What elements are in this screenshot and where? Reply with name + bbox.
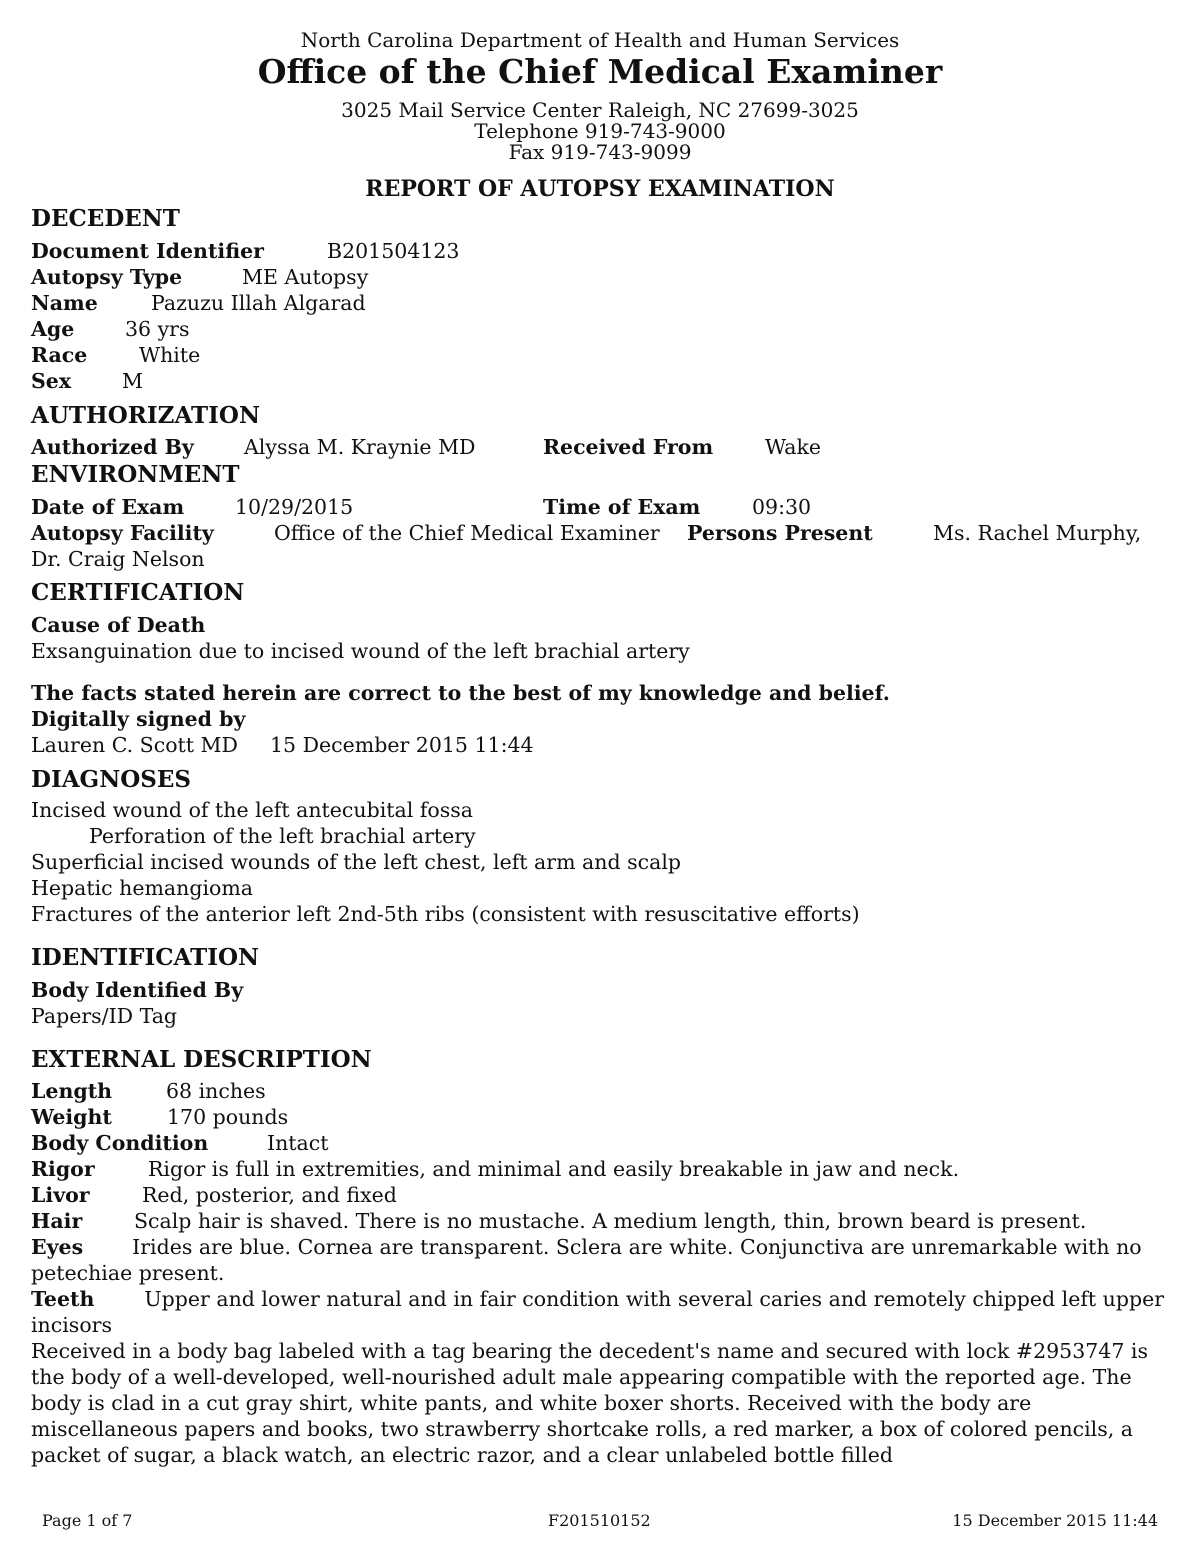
page-number: Page 1 of 7: [42, 1511, 133, 1530]
office-address: 3025 Mail Service Center Raleigh, NC 27699-3025: [341, 98, 859, 122]
authorized-by-value: Alyssa M. Kraynie MD: [244, 435, 476, 459]
age-value: 36 yrs: [125, 317, 190, 341]
received-from-value: Wake: [765, 435, 822, 459]
race-value: White: [139, 343, 201, 367]
received-from-label: Received From: [543, 435, 714, 459]
identification-heading: IDENTIFICATION: [31, 944, 260, 971]
teeth-paragraph: [31, 1286, 1171, 1338]
authorization-heading: AUTHORIZATION: [31, 402, 260, 429]
identified-by-label: Body Identified By: [31, 978, 244, 1002]
cause-of-death-label: Cause of Death: [31, 613, 206, 637]
document-identifier-value: B201504123: [327, 239, 460, 263]
office-telephone: Telephone 919-743-9000: [474, 119, 726, 143]
diagnosis-item: Superficial incised wounds of the left chest, left arm and scalp: [31, 850, 681, 874]
race-label: Race: [31, 343, 88, 367]
document-identifier-label: Document Identifier: [31, 239, 264, 263]
external-narrative: Received in a body bag labeled with a tag bearing the decedent's name and secured with lock #2953747 is the body of a well-developed, well-nourished adult male appearing compatible with the reported age. The body is clad in a cut gray shirt, white pants, and white boxer shorts. Received with the body are miscellaneous papers and books, two strawberry shortcake rolls, a red marker, a box of colored pencils, a packet of sugar, a black watch, an electric razor, and a clear unlabeled bottle filled: [31, 1339, 1148, 1467]
digitally-signed-label: Digitally signed by: [31, 707, 246, 731]
autopsy-type-label: Autopsy Type: [31, 265, 183, 289]
sex-value: M: [122, 369, 143, 393]
decedent-heading: DECEDENT: [31, 205, 180, 232]
authorized-by-label: Authorized By: [31, 435, 194, 459]
date-of-exam-value: 10/29/2015: [235, 495, 354, 519]
hair-label: Hair: [31, 1209, 83, 1233]
certification-statement: The facts stated herein are correct to the best of my knowledge and belief.: [31, 681, 890, 705]
signed-timestamp: 15 December 2015 11:44: [270, 733, 534, 757]
weight-value: 170 pounds: [167, 1105, 289, 1129]
name-value: Pazuzu Illah Algarad: [151, 291, 366, 315]
age-label: Age: [31, 317, 75, 341]
identified-by-value: Papers/ID Tag: [31, 1004, 178, 1028]
weight-label: Weight: [31, 1105, 112, 1129]
name-label: Name: [31, 291, 98, 315]
autopsy-facility-label: Autopsy Facility: [31, 521, 214, 545]
cause-of-death-value: Exsanguination due to incised wound of the left brachial artery: [31, 639, 690, 663]
length-label: Length: [31, 1079, 113, 1103]
time-of-exam-label: Time of Exam: [543, 495, 701, 519]
persons-present-value: Ms. Rachel Murphy,: [933, 521, 1142, 545]
length-value: 68 inches: [166, 1079, 266, 1103]
diagnoses-heading: DIAGNOSES: [31, 766, 192, 793]
date-of-exam-label: Date of Exam: [31, 495, 185, 519]
teeth-value: Upper and lower natural and in fair condition with several caries and remotely chipped left upper incisors: [31, 1287, 1165, 1337]
report-title: REPORT OF AUTOPSY EXAMINATION: [365, 176, 835, 202]
body-condition-label: Body Condition: [31, 1131, 209, 1155]
department-name: North Carolina Department of Health and Human Services: [300, 28, 900, 52]
eyes-value: Irides are blue. Cornea are transparent. Sclera are white. Conjunctiva are unremarkable with no petechiae present.: [31, 1235, 1142, 1285]
rigor-label: Rigor: [31, 1157, 95, 1181]
office-fax: Fax 919-743-9099: [508, 140, 692, 164]
signer-name: Lauren C. Scott MD: [31, 733, 238, 757]
body-condition-value: Intact: [267, 1131, 329, 1155]
diagnosis-subitem: Perforation of the left brachial artery: [89, 824, 476, 848]
file-identifier: F201510152: [548, 1511, 651, 1530]
diagnosis-item: Incised wound of the left antecubital fossa: [31, 798, 474, 822]
diagnosis-item: Fractures of the anterior left 2nd-5th ribs (consistent with resuscitative efforts): [31, 902, 860, 926]
certification-heading: CERTIFICATION: [31, 579, 245, 606]
livor-value: Red, posterior, and fixed: [142, 1183, 397, 1207]
sex-label: Sex: [31, 369, 72, 393]
rigor-value: Rigor is full in extremities, and minimal and easily breakable in jaw and neck.: [148, 1157, 960, 1181]
autopsy-type-value: ME Autopsy: [242, 265, 369, 289]
autopsy-facility-value: Office of the Chief Medical Examiner: [274, 521, 660, 545]
hair-value: Scalp hair is shaved. There is no mustache. A medium length, thin, brown beard is present.: [134, 1209, 1087, 1233]
persons-present-label: Persons Present: [687, 521, 873, 545]
eyes-paragraph: [31, 1234, 1171, 1286]
time-of-exam-value: 09:30: [752, 495, 812, 519]
footer-timestamp: 15 December 2015 11:44: [952, 1511, 1158, 1530]
teeth-label: Teeth: [31, 1287, 95, 1311]
diagnosis-item: Hepatic hemangioma: [31, 876, 254, 900]
external-description-heading: EXTERNAL DESCRIPTION: [31, 1046, 372, 1073]
report-header: [0, 28, 1200, 203]
eyes-label: Eyes: [31, 1235, 84, 1259]
livor-label: Livor: [31, 1183, 90, 1207]
office-name: Office of the Chief Medical Examiner: [257, 52, 943, 91]
environment-heading: ENVIRONMENT: [31, 461, 240, 488]
persons-present-value-cont: Dr. Craig Nelson: [31, 547, 205, 571]
